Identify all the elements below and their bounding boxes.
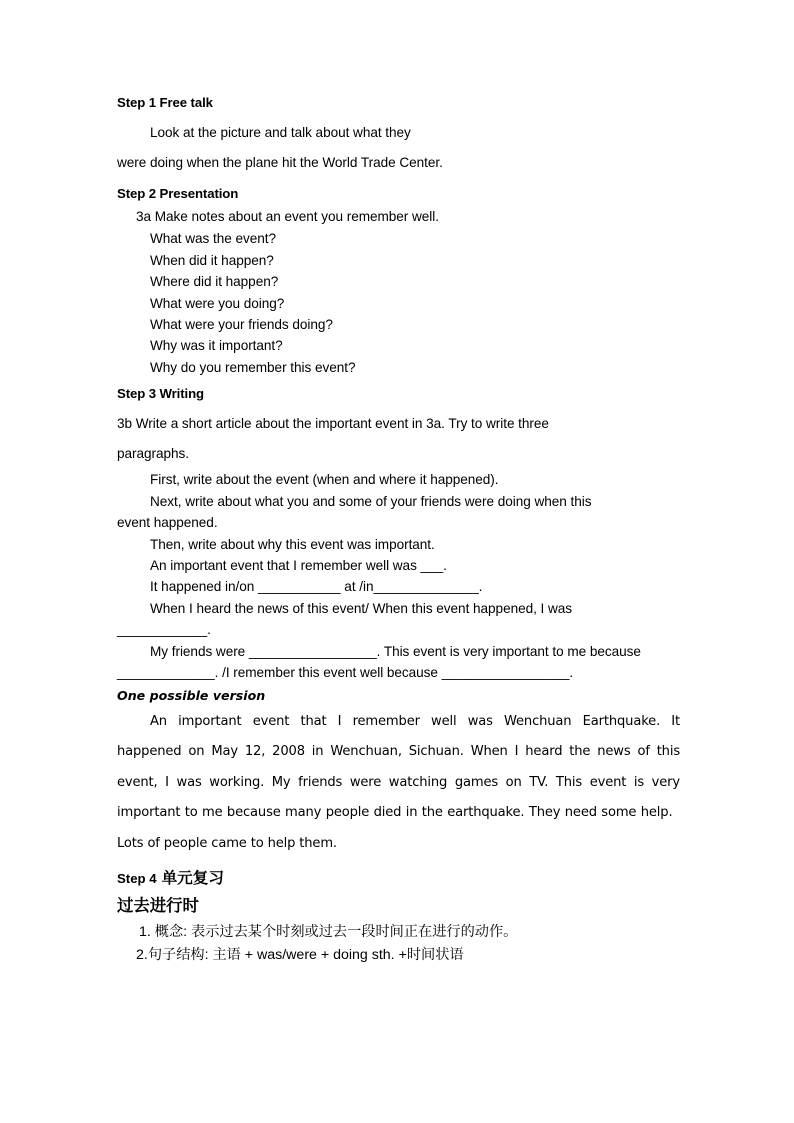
writing-guide-first: First, write about the event (when and where it happened). — [150, 472, 499, 488]
frame2-text-b: at /in — [340, 579, 374, 595]
writing-guide-next-cont: event happened. — [117, 515, 218, 531]
step4-heading-en: Step 4 — [117, 870, 157, 886]
frame2-text-a: It happened in/on — [150, 579, 258, 595]
task-3b-line1: 3b Write a short article about the important event in 3a. Try to write three — [117, 416, 549, 432]
list-item: When did it happen? — [150, 252, 274, 268]
step4-heading — [117, 870, 680, 889]
frame4-blank-1[interactable]: _________________ — [248, 643, 377, 659]
frame4-blank-2[interactable]: _____________ — [117, 665, 215, 681]
note-questions-list — [117, 228, 680, 378]
frame4-blank-3[interactable]: _________________ — [441, 665, 570, 681]
sentence-frame-3-line2 — [117, 619, 680, 640]
step2-heading: Step 2 Presentation — [117, 186, 239, 202]
step1-heading: Step 1 Free talk — [117, 95, 213, 110]
list-item: Why was it important? — [150, 338, 283, 354]
step1-line2: were doing when the plane hit the World Trade Center. — [117, 154, 443, 170]
writing-guide-then: Then, write about why this event was important. — [150, 536, 435, 552]
frame4-text-b: . This event is very important to me — [376, 643, 587, 659]
sentence-frame-4 — [117, 641, 680, 684]
grammar-item-structure: 2.句子结构: 主语 + was/were + doing sth. +时间状语 — [136, 947, 464, 964]
sentence-frame-1: An important event that I remember well was ___. — [150, 557, 447, 573]
step4-heading-cn: 单元复习 — [161, 869, 224, 887]
sentence-frame-2 — [117, 576, 680, 597]
sample-answer-last-line: Lots of people came to help them. — [117, 836, 337, 852]
list-item: Why do you remember this event? — [150, 359, 356, 375]
writing-guide-next: Next, write about what you and some of your friends were doing when this — [150, 493, 592, 509]
list-item: What was the event? — [150, 231, 276, 247]
frame2-blank-2[interactable]: ______________ — [373, 579, 479, 595]
grammar-item-concept: 1. 概念: 表示过去某个时刻或过去一段时间正在进行的动作。 — [139, 924, 518, 941]
step3-heading: Step 3 Writing — [117, 386, 205, 402]
frame2-text-c: . — [478, 579, 483, 595]
grammar-title: 过去进行时 — [117, 897, 199, 916]
frame2-blank-1[interactable]: ___________ — [257, 579, 341, 595]
sample-answer-paragraph: An important event that I remember well was Wenchuan Earthquake. It happened on May 12, 2008 in Wenchuan, Sichuan. When I heard the news of this event, I was working. My friends were watching games on TV. This event is very important to me because many people died in the earthquake. They need some help. — [117, 713, 680, 821]
document-content — [117, 96, 680, 967]
task-3a-label: 3a Make notes about an event you remember well. — [136, 208, 439, 224]
step1-line1: Look at the picture and talk about what they — [150, 124, 411, 140]
frame4-text-c: because — [589, 643, 641, 659]
sentence-frame-3-line1: When I heard the news of this event/ When this event happened, I was — [150, 600, 573, 616]
frame3-end: . — [207, 622, 211, 638]
frame4-text-a: My friends were — [150, 643, 249, 659]
list-item: What were your friends doing? — [150, 317, 333, 333]
frame4-text-d: . /I remember this event well because — [214, 665, 442, 681]
list-item: What were you doing? — [150, 295, 285, 311]
frame3-blank[interactable]: ____________ — [117, 622, 208, 638]
frame4-text-e: . — [569, 665, 574, 681]
one-possible-version-heading: One possible version — [117, 688, 266, 704]
task-3b-line2: paragraphs. — [117, 446, 189, 462]
list-item: Where did it happen? — [150, 274, 279, 290]
